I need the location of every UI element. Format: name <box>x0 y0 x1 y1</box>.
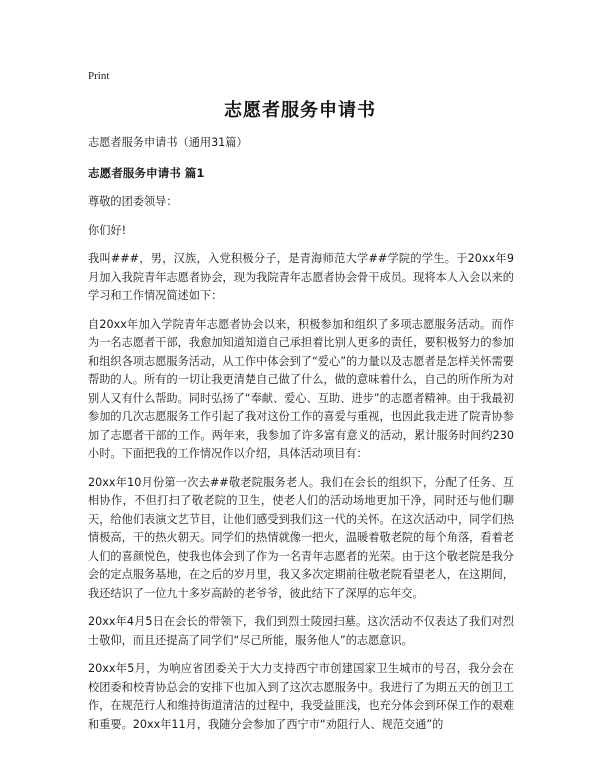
salutation: 尊敬的团委领导： <box>88 195 178 208</box>
section-heading: 志愿者服务申请书 篇1 <box>88 165 205 180</box>
greeting: 你们好! <box>88 223 127 237</box>
body-paragraph: 自20xx年加入学院青年志愿者协会以来，积极参加和组织了多项志愿服务活动。而作为一名志愿者干部，我愈加知道知道自己承担着比别人更多的责任，要积极努力的参加和组织各项志愿服务活动，从工作中体会到了“爱心”的力量以及志愿者是怎样关怀需要帮助的人。所有的一切让我更清楚自己做了什么，做的意味着什么，自己的所作所为对别人又有什么帮助。同时弘扬了“奉献、爱心、互助、进步”的志愿者精神。由于我最初参加的几次志愿服务工作引起了我对这份工作的喜爱与重视，也因此我走进了院青协参加了志愿者干部的工作。两年来，我参加了许多富有意义的活动，累计服务时间约230小时。下面把我的工作情况作以介绍，具体活动项目有： <box>88 317 514 460</box>
body-paragraph: 20xx年4月5日在会长的带领下，我们到烈士陵园扫墓。这次活动不仅表达了我们对烈士敬仰，而且还提高了同学们“尽己所能，服务他人”的志愿意识。 <box>88 615 514 647</box>
body-paragraph: 我叫###，男，汉族，入党积极分子，是青海师范大学##学院的学生。于20xx年9月加入我院青年志愿者协会，现为我院青年志愿者协会骨干成员。现将本人入会以来的学习和工作情况简述如下： <box>88 252 514 302</box>
document-subtitle: 志愿者服务申请书（通用31篇） <box>88 136 248 149</box>
print-label[interactable]: Print <box>88 70 110 82</box>
body-paragraph: 20xx年10月份第一次去##敬老院服务老人。我们在会长的组织下，分配了任务、互相协作，不但打扫了敬老院的卫生，使老人们的活动场地更加干净，同时还与他们聊天，给他们表演文艺节目，让他们感受到我们这一代的关怀。在这次活动中，同学们热情极高，干的热火朝天。同学们的热情就像一把火，温暖着敬老院的每个角落，看着老人们的喜颜悦色，使我也体会到了作为一名青年志愿者的光荣。由于这个敬老院是我分会的定点服务基地，在之后的岁月里，我又多次定期前往敬老院看望老人，在这期间，我还结识了一位九十多岁高龄的老爷爷，彼此结下了深厚的忘年交。 <box>88 475 514 600</box>
body-paragraph: 20xx年5月，为响应省团委关于大力支持西宁市创建国家卫生城市的号召，我分会在校团委和校青协总会的安排下也加入到了这次志愿服务中。我进行了为期五天的创卫工作，在规范行人和维持街道清洁的过程中，我受益匪浅，也充分体会到环保工作的艰难和重要。20xx年11月，我随分会参加了西宁市“劝阻行人、规范交通”的 <box>88 662 514 731</box>
document-title: 志愿者服务申请书 <box>224 100 376 121</box>
document-body <box>88 134 514 744</box>
